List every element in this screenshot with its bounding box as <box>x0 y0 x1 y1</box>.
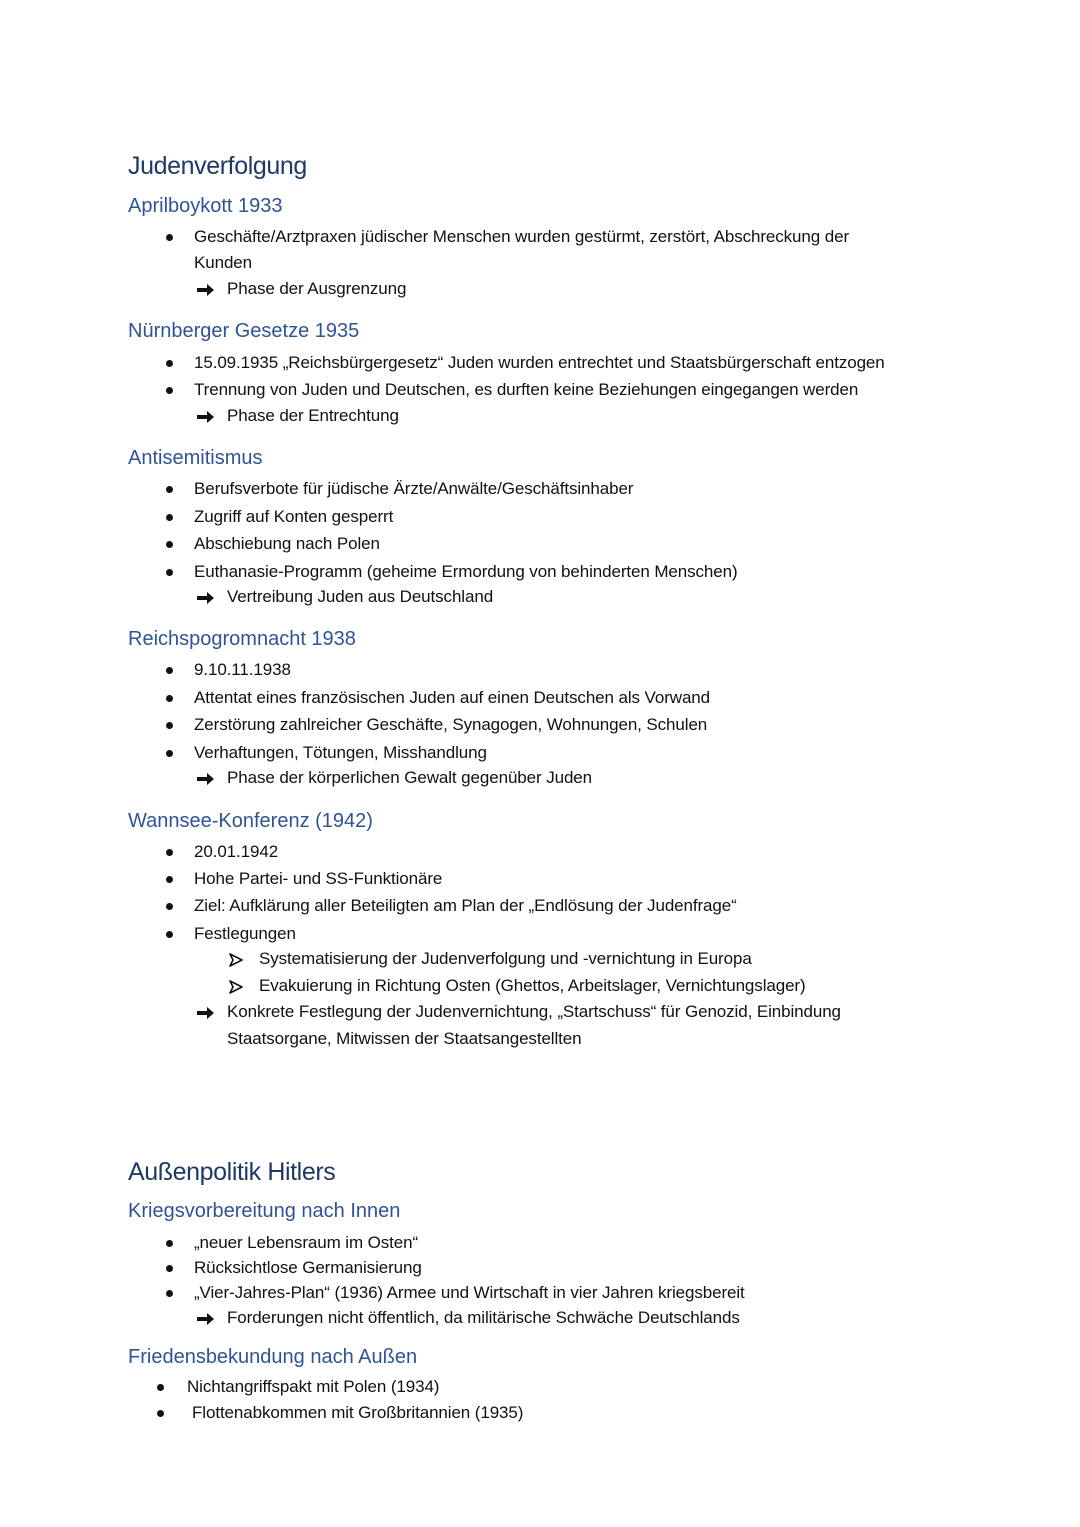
bullet-icon <box>166 1265 173 1272</box>
arrow-conclusion: Phase der körperlichen Gewalt gegenüber Juden <box>227 768 593 787</box>
arrow-conclusion: Konkrete Festlegung der Judenvernichtung, „Startschuss“ für Genozid, Einbindung <box>227 1002 841 1021</box>
bullet-icon <box>166 234 173 241</box>
list-item-continuation: Kunden <box>194 253 253 272</box>
bullet-icon <box>166 1290 173 1297</box>
bullet-icon <box>166 486 173 493</box>
arrow-right-icon <box>197 283 215 297</box>
list-item: Verhaftungen, Tötungen, Misshandlung <box>194 743 487 762</box>
sub-list-item: Systematisierung der Judenverfolgung und -vernichtung in Europa <box>259 949 752 968</box>
list-item: 20.01.1942 <box>194 842 279 861</box>
bullet-icon <box>166 722 173 729</box>
list-item: Rücksichtlose Germanisierung <box>194 1258 422 1277</box>
list-item: Flottenabkommen mit Großbritannien (1935) <box>192 1403 524 1422</box>
section-title-judenverfolgung: Judenverfolgung <box>128 152 307 180</box>
bullet-icon <box>166 931 173 938</box>
bullet-icon <box>166 695 173 702</box>
arrow-conclusion-continuation: Staatsorgane, Mitwissen der Staatsangestellten <box>227 1029 582 1048</box>
arrow-conclusion: Vertreibung Juden aus Deutschland <box>227 587 494 606</box>
list-item: Zugriff auf Konten gesperrt <box>194 507 394 526</box>
arrowhead-bullet-icon <box>229 953 243 967</box>
bullet-icon <box>166 1240 173 1247</box>
sub-list-item: Evakuierung in Richtung Osten (Ghettos, Arbeitslager, Vernichtungslager) <box>259 976 806 995</box>
bullet-icon <box>166 903 173 910</box>
bullet-icon <box>166 667 173 674</box>
list-item: Euthanasie-Programm (geheime Ermordung von behinderten Menschen) <box>194 562 738 581</box>
list-item: Hohe Partei- und SS-Funktionäre <box>194 869 443 888</box>
bullet-icon <box>166 387 173 394</box>
bullet-icon <box>166 360 173 367</box>
list-item: Zerstörung zahlreicher Geschäfte, Synagogen, Wohnungen, Schulen <box>194 715 708 734</box>
list-item: Trennung von Juden und Deutschen, es durften keine Beziehungen eingegangen werden <box>194 380 859 399</box>
bullet-icon <box>157 1384 164 1391</box>
bullet-icon <box>166 849 173 856</box>
list-item: 9.10.11.1938 <box>194 660 291 679</box>
arrowhead-bullet-icon <box>229 980 243 994</box>
arrow-right-icon <box>197 1006 215 1020</box>
subsection-title-aprilboykott: Aprilboykott 1933 <box>128 195 283 217</box>
subsection-title-antisemitismus: Antisemitismus <box>128 447 263 469</box>
list-item: Berufsverbote für jüdische Ärzte/Anwälte/Geschäftsinhaber <box>194 479 634 498</box>
bullet-icon <box>166 541 173 548</box>
bullet-icon <box>166 514 173 521</box>
list-item: Geschäfte/Arztpraxen jüdischer Menschen wurden gestürmt, zerstört, Abschreckung der <box>194 227 850 246</box>
subsection-title-reichspogromnacht: Reichspogromnacht 1938 <box>128 628 356 650</box>
list-item: Abschiebung nach Polen <box>194 534 380 553</box>
bullet-icon <box>166 876 173 883</box>
list-item: „Vier-Jahres-Plan“ (1936) Armee und Wirtschaft in vier Jahren kriegsbereit <box>194 1283 745 1302</box>
arrow-right-icon <box>197 1312 215 1326</box>
subsection-title-nuernberger-gesetze: Nürnberger Gesetze 1935 <box>128 320 360 342</box>
list-item: Attentat eines französischen Juden auf einen Deutschen als Vorwand <box>194 688 711 707</box>
arrow-right-icon <box>197 772 215 786</box>
list-item: 15.09.1935 „Reichsbürgergesetz“ Juden wurden entrechtet und Staatsbürgerschaft entzogen <box>194 353 885 372</box>
subsection-title-kriegsvorbereitung: Kriegsvorbereitung nach Innen <box>128 1200 401 1222</box>
subsection-title-friedensbekundung: Friedensbekundung nach Außen <box>128 1346 418 1368</box>
bullet-icon <box>166 569 173 576</box>
list-item: „neuer Lebensraum im Osten“ <box>194 1233 419 1252</box>
bullet-icon <box>166 750 173 757</box>
arrow-conclusion: Phase der Ausgrenzung <box>227 279 407 298</box>
arrow-conclusion: Phase der Entrechtung <box>227 406 399 425</box>
subsection-title-wannsee-konferenz: Wannsee-Konferenz (1942) <box>128 810 373 832</box>
list-item: Festlegungen <box>194 924 296 943</box>
section-title-aussenpolitik: Außenpolitik Hitlers <box>128 1158 336 1186</box>
list-item: Nichtangriffspakt mit Polen (1934) <box>187 1377 440 1396</box>
arrow-right-icon <box>197 591 215 605</box>
arrow-right-icon <box>197 410 215 424</box>
bullet-icon <box>157 1410 164 1417</box>
arrow-conclusion: Forderungen nicht öffentlich, da militärische Schwäche Deutschlands <box>227 1308 740 1327</box>
list-item: Ziel: Aufklärung aller Beteiligten am Plan der „Endlösung der Judenfrage“ <box>194 896 737 915</box>
